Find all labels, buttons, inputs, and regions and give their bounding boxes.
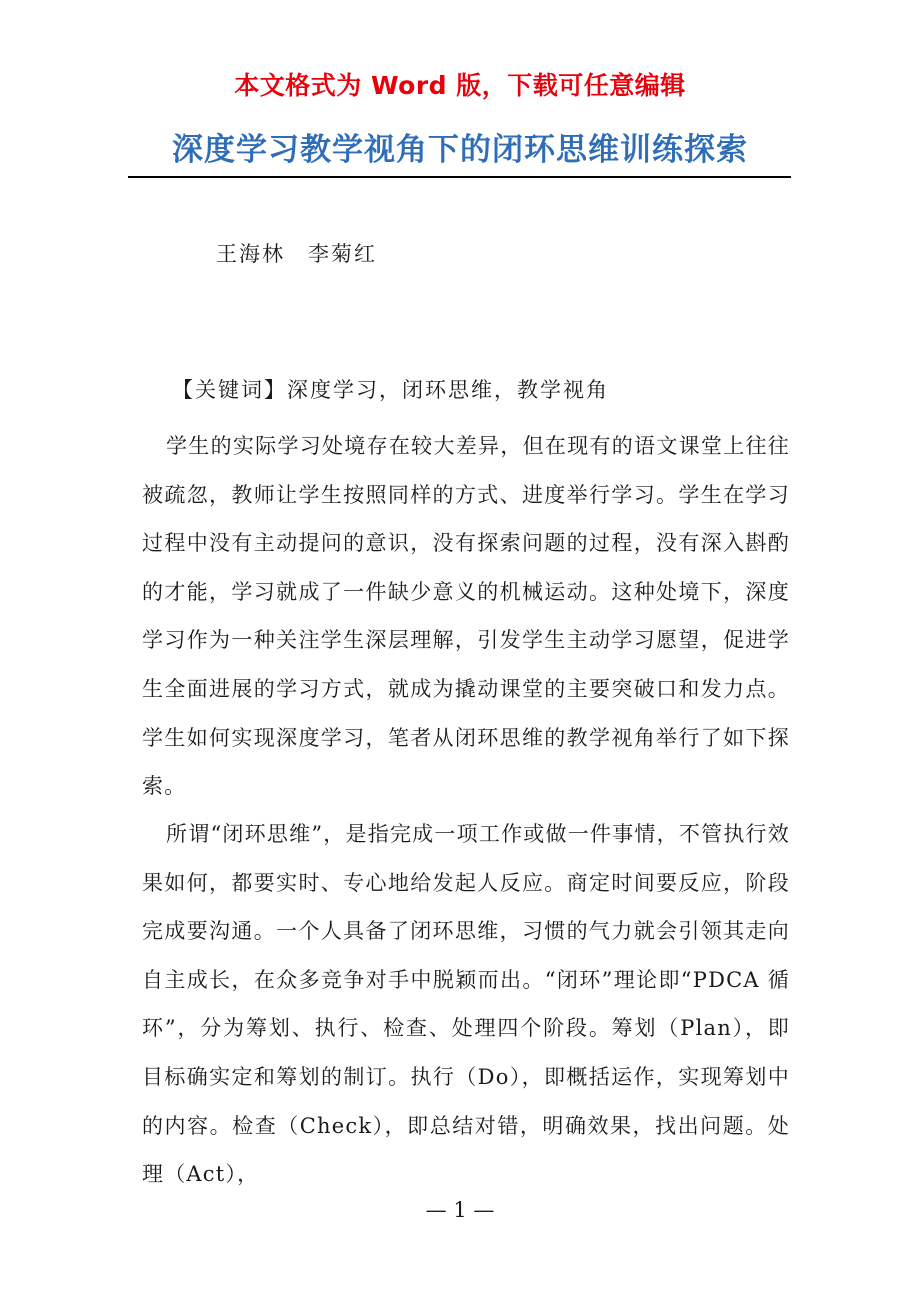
page-number: — 1 — (425, 1198, 495, 1222)
document-title: 深度学习教学视角下的闭环思维训练探索 (172, 132, 748, 168)
authors: 王海林 李菊红 (216, 242, 377, 266)
title-divider (128, 176, 791, 178)
body-paragraph: 学生的实际学习处境存在较大差异，但在现有的语文课堂上往往被疏忽，教师让学生按照同样的方式、进度举行学习。学生在学习过程中没有主动提问的意识，没有探索问题的过程，没有深入斟酌的才能，学习就成了一件缺少意义的机械运动。这种处境下，深度学习作为一种关注学生深层理解，引发学生主动学习愿望，促进学生全面进展的学习方式，就成为撬动课堂的主要突破口和发力点。学生如何实现深度学习，笔者从闭环思维的教学视角举行了如下探索。 (142, 434, 790, 799)
editable-notice-banner: 本文格式为 Word 版，下载可任意编辑 (234, 71, 686, 100)
body-paragraph: 所谓“闭环思维”，是指完成一项工作或做一件事情，不管执行效果如何，都要实时、专心地给发起人反应。商定时间要反应，阶段完成要沟通。一个人具备了闭环思维，习惯的气力就会引领其走向自主成长，在众多竞争对手中脱颖而出。“闭环”理论即“PDCA 循环”，分为筹划、执行、检查、处理四个阶段。筹划（Plan），即目标确实定和筹划的制订。执行（Do），即概括运作，实现筹划中的内容。检查（Check），即总结对错，明确效果，找出问题。处理（Act）， (142, 822, 790, 1187)
keywords: 【关键词】深度学习，闭环思维，教学视角 (172, 378, 609, 402)
